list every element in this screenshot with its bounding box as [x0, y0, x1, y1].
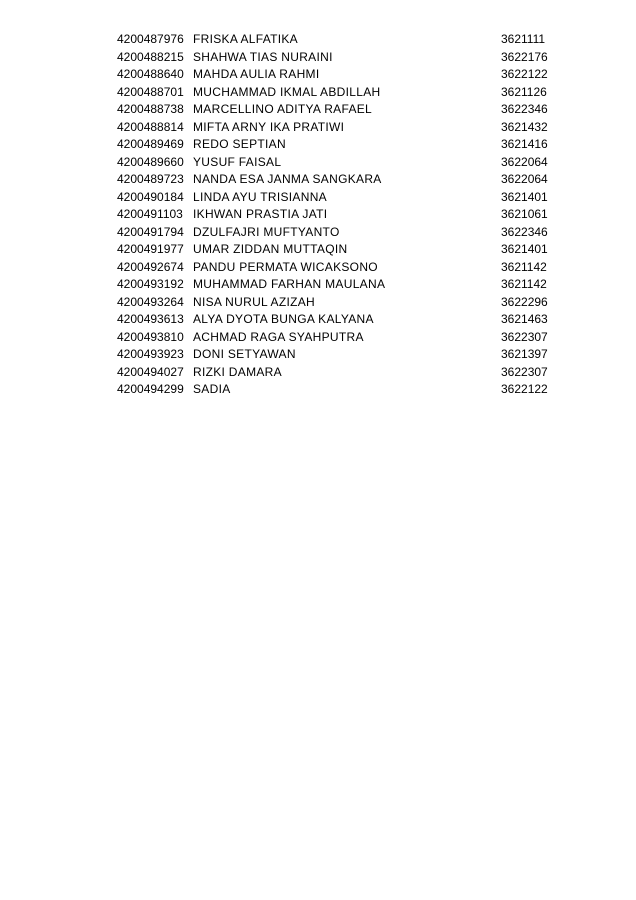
- registration-number: 4200491977: [117, 242, 184, 256]
- student-name: SHAHWA TIAS NURAINI: [193, 49, 333, 64]
- list-row: [117, 119, 557, 137]
- list-row: [117, 66, 557, 84]
- program-code: 3621397: [501, 347, 548, 361]
- list-row: [117, 346, 557, 364]
- student-name: REDO SEPTIAN: [193, 137, 286, 151]
- student-name: UMAR ZIDDAN MUTTAQIN: [193, 242, 348, 256]
- list-row: [117, 294, 557, 312]
- registration-number: 4200489469: [117, 137, 184, 151]
- list-row: [117, 381, 557, 399]
- program-code: 3621142: [501, 259, 547, 274]
- list-row: [117, 259, 557, 277]
- list-row: [117, 311, 557, 329]
- list-row: [117, 101, 557, 119]
- student-name: RIZKI DAMARA: [193, 364, 282, 379]
- student-name: MUHAMMAD FARHAN MAULANA: [193, 277, 386, 291]
- list-row: [117, 49, 557, 67]
- list-row: [117, 136, 557, 154]
- registration-number: 4200494299: [117, 382, 184, 396]
- registration-number: 4200493192: [117, 277, 184, 291]
- list-row: [117, 364, 557, 382]
- list-row: [117, 31, 557, 49]
- student-name: FRISKA ALFATIKA: [193, 32, 298, 46]
- registration-number: 4200489723: [117, 172, 184, 186]
- list-row: [117, 329, 557, 347]
- student-name: DONI SETYAWAN: [193, 347, 296, 361]
- list-row: [117, 189, 557, 207]
- registration-number: 4200491103: [117, 207, 183, 221]
- registration-number: 4200488701: [117, 84, 184, 99]
- program-code: 3621432: [501, 119, 548, 134]
- list-row: [117, 241, 557, 259]
- program-code: 3622064: [501, 172, 548, 186]
- program-code: 3621416: [501, 137, 548, 151]
- student-name: MARCELLINO ADITYA RAFAEL: [193, 102, 373, 116]
- registration-number: 4200487976: [117, 32, 184, 46]
- program-code: 3622176: [501, 49, 548, 64]
- list-row: [117, 84, 557, 102]
- list-row: [117, 224, 557, 242]
- student-name: PANDU PERMATA WICAKSONO: [193, 259, 378, 274]
- program-code: 3621463: [501, 312, 548, 326]
- student-name: IKHWAN PRASTIA JATI: [193, 207, 328, 221]
- registration-number: 4200494027: [117, 364, 184, 379]
- program-code: 3622307: [501, 329, 548, 344]
- program-code: 3622296: [501, 294, 548, 309]
- program-code: 3621142: [501, 277, 547, 291]
- registration-number: 4200493810: [117, 329, 184, 344]
- student-name: YUSUF FAISAL: [193, 154, 282, 169]
- student-name: MIFTA ARNY IKA PRATIWI: [193, 119, 345, 134]
- student-name: MUCHAMMAD IKMAL ABDILLAH: [193, 84, 381, 99]
- program-code: 3621061: [501, 207, 548, 221]
- registration-number: 4200488640: [117, 67, 184, 81]
- program-code: 3622064: [501, 154, 548, 169]
- student-name: DZULFAJRI MUFTYANTO: [193, 224, 340, 239]
- list-row: [117, 206, 557, 224]
- list-row: [117, 171, 557, 189]
- registration-number: 4200492674: [117, 259, 184, 274]
- student-name: MAHDA AULIA RAHMI: [193, 67, 320, 81]
- program-code: 3621126: [501, 84, 547, 99]
- registration-number: 4200488215: [117, 49, 184, 64]
- student-name: NISA NURUL AZIZAH: [193, 294, 316, 309]
- program-code: 3622122: [501, 382, 548, 396]
- list-row: [117, 154, 557, 172]
- student-name: ACHMAD RAGA SYAHPUTRA: [193, 329, 364, 344]
- student-name: LINDA AYU TRISIANNA: [193, 189, 327, 204]
- student-name: ALYA DYOTA BUNGA KALYANA: [193, 312, 374, 326]
- program-code: 3622346: [501, 102, 548, 116]
- registration-number: 4200493923: [117, 347, 184, 361]
- registration-number: 4200493264: [117, 294, 184, 309]
- registration-number: 4200493613: [117, 312, 184, 326]
- registration-number: 4200491794: [117, 224, 184, 239]
- program-code: 3622346: [501, 224, 548, 239]
- list-row: [117, 276, 557, 294]
- registration-number: 4200488814: [117, 119, 184, 134]
- program-code: 3622122: [501, 67, 548, 81]
- registration-number: 4200488738: [117, 102, 184, 116]
- student-list: [117, 31, 557, 399]
- program-code: 3622307: [501, 364, 548, 379]
- program-code: 3621401: [501, 242, 548, 256]
- student-name: SADIA: [193, 382, 231, 396]
- registration-number: 4200490184: [117, 189, 184, 204]
- student-name: NANDA ESA JANMA SANGKARA: [193, 172, 382, 186]
- program-code: 3621401: [501, 189, 548, 204]
- registration-number: 4200489660: [117, 154, 184, 169]
- program-code: 3621111: [501, 32, 546, 46]
